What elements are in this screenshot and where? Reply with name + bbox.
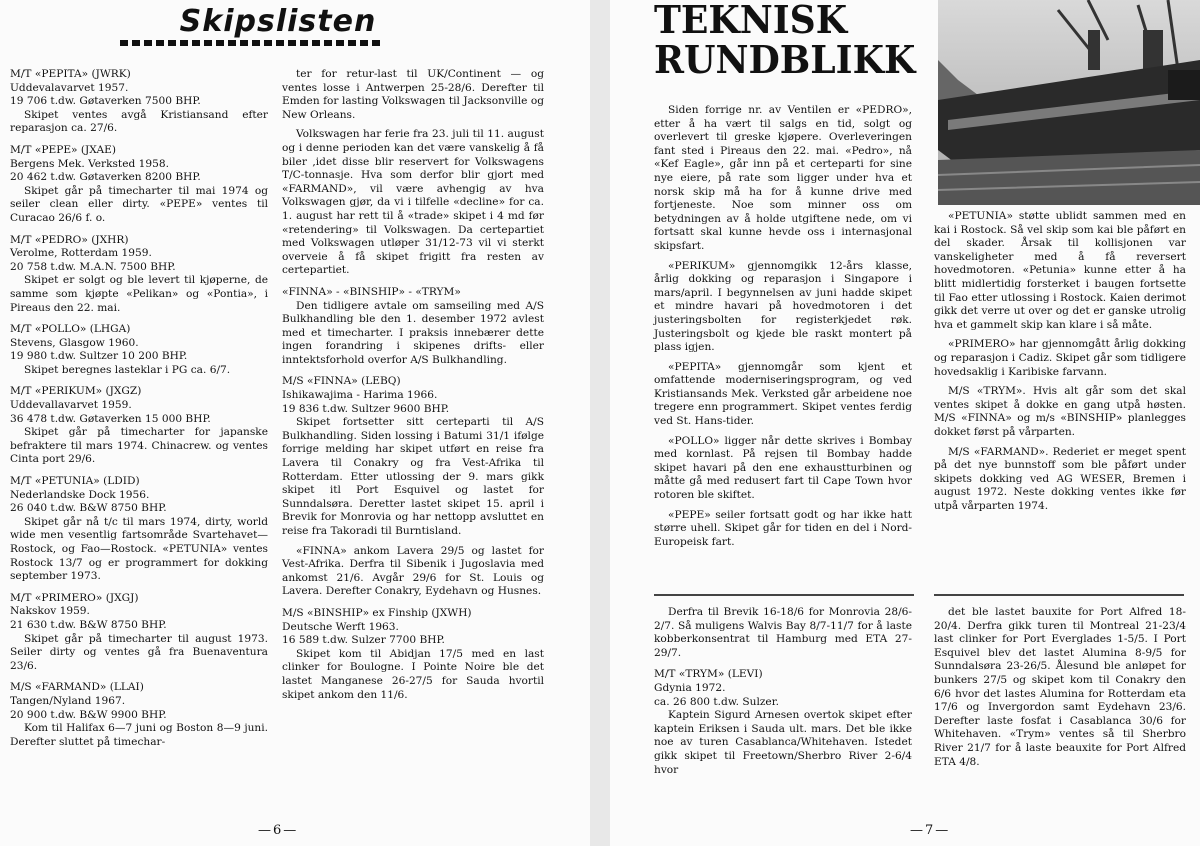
ship-heading-line: Gdynia 1972. — [654, 681, 726, 694]
ship-paragraph: Kom til Halifax 6—7 juni og Boston 8—9 juni. Derefter sluttet på timechar- — [10, 722, 268, 748]
ship-heading-line: 20 758 t.dw. M.A.N. 7500 BHP. — [10, 260, 176, 273]
ship-heading-line: 16 589 t.dw. Sulzer 7700 BHP. — [282, 634, 445, 647]
ship-entry — [10, 68, 268, 136]
ship-heading-line: Tangen/Nyland 1967. — [10, 694, 126, 707]
ship-entry — [10, 592, 268, 674]
ship-entry — [10, 681, 268, 749]
ship-heading-line: M/T «TRYM» (LEVI) — [654, 668, 763, 681]
ship-heading-line: M/T «PRIMERO» (JXGJ) — [10, 591, 139, 604]
article-paragraph: «PEPITA» gjennomgår som kjent et omfattende moderniseringsprogram, og ved Kristiansands Mek. Verksted går arbeidene noe tregere enn programmert. Skipet ventes ferdig ved St. Hans-tider. — [654, 360, 912, 428]
ship-heading-line: M/T «PETUNIA» (LDID) — [10, 475, 140, 488]
ship-heading-line: Uddevalavarvet 1957. — [10, 81, 129, 94]
article-paragraph: «PRIMERO» har gjennomgått årlig dokking og reparasjon i Cadiz. Skipet går som tidligere hovedsaklig i Karibiske farvann. — [934, 338, 1186, 378]
section-divider — [654, 594, 914, 596]
ship-entry — [10, 144, 268, 226]
ship-heading-line: M/S «FARMAND» (LLAI) — [10, 681, 144, 694]
ship-entry — [10, 234, 268, 316]
right-bottom-column-2 — [934, 606, 1186, 775]
ship-heading-line: 19 980 t.dw. Sultzer 10 200 BHP. — [10, 350, 188, 363]
ship-paragraph: Skipet er solgt og ble levert til kjøperne, de samme som kjøpte «Pelikan» og «Pontia», i Pireaus den 22. mai. — [10, 274, 268, 314]
ship-heading-line: Verolme, Rotterdam 1959. — [10, 247, 152, 260]
section-title — [654, 0, 930, 80]
ship-heading-line: 19 706 t.dw. Gøtaverken 7500 BHP. — [10, 95, 201, 108]
article-paragraph: «POLLO» ligger når dette skrives i Bombay med kornlast. På rejsen til Bombay hadde skipet havari på den ene exhaustturbinen og måtte gå med redusert fart til Cape Town hvor rotoren ble skiftet. — [654, 434, 912, 502]
ship-paragraph: Den tidligere avtale om samseiling med A/S Bulkhandling ble den 1. desember 1972 avlest med et timecharter. I praksis innebærer dette ingen forandring i skipenes drifts- eller inntektsforhold overfor A/S Bulkhandling. — [282, 299, 544, 366]
ship-heading-line: M/T «POLLO» (LHGA) — [10, 323, 131, 336]
ship-entry — [282, 375, 544, 599]
ship-paragraph: Skipet fortsetter sitt certeparti til A/S Bulkhandling. Siden lossing i Batumi 31/1 ifølge forrige melding har skipet utført en reise fra Lavera til Conakry og fra Vest-Afrika til Rotterdam. Etter utlossing der 9. mars gikk skipet itl Port Esquivel og lastet for Sunndalsøra. Deretter lastet skipet 15. april i Brevik for Monrovia og har nettopp avsluttet en reise fra Takoradi til Burntisland. — [282, 416, 544, 537]
ship-paragraph: Skipet går på timecharter for japanske befraktere til mars 1974. Chinacrew. og ventes Cinta port 29/6. — [10, 426, 268, 466]
ship-heading-line: M/S «FINNA» (LEBQ) — [282, 375, 401, 388]
ship-paragraph: Derfra til Brevik 16-18/6 for Monrovia 28/6-2/7. Så muligens Walvis Bay 8/7-11/7 for å laste kobberkonsentrat til Hamburg med ETA 27-29/7. — [654, 606, 912, 659]
ship-entry — [654, 606, 912, 660]
ship-paragraph: Skipet går på timecharter til mai 1974 og seiler clean eller dirty. «PEPE» ventes til Curacao 26/6 f. o. — [10, 184, 268, 224]
left-column-1 — [10, 68, 268, 757]
ship-paragraph: Skipet ventes avgå Kristiansand efter reparasjon ca. 27/6. — [10, 108, 268, 135]
ship-paragraph: Skipet går nå t/c til mars 1974, dirty, world wide men vesentlig fartsområde Svartehavet—Rostock, og Fao—Rostock. «PETUNIA» ventes Rostock 13/7 og er programmert for dokking september 1973. — [10, 515, 268, 583]
right-page — [610, 0, 1200, 846]
article-paragraph: det ble lastet bauxite for Port Alfred 18-20/4. Derfra gikk turen til Montreal 21-23/4 last clinker for Port Everglades 1-5/5. I Port Esquivel blev det lastet Alumina 8-9/5 for Sunndalsøra 23-26/5. Ålesund ble anløpet for bunkers 27/5 og skipet kom til Conakry den 6/6 hvor det lastes Alumina for Rotterdam eta 17/6 og Invergordon samt Eydehavn 23/6. Derefter laste fosfat i Casablanca 30/6 for Whitehaven. «Trym» ventes så til Sherbro River 21/7 for å laste beauxite for Port Alfred ETA 4/8. — [934, 606, 1186, 768]
ship-entry — [10, 475, 268, 584]
article-paragraph: Siden forrige nr. av Ventilen er «PEDRO», etter å ha vært til salgs en tid, solgt og overlevert til greske kjøpere. Overleveringen fant sted i Pireaus den 22. mai. «Pedro», nå «Kef Eagle», går inn på et certeparti for sine nye eiere, på rate som ligger under hva et norsk skip må ha for å kunne drive med fortjeneste. Noe som minner oss om betydningen av å holde utgiftene nede, om vi fortsatt skal kunne hevde oss i internasjonal skipsfart. — [654, 104, 912, 252]
ship-heading-line: Nederlandske Dock 1956. — [10, 488, 150, 501]
ship-entry — [282, 286, 544, 368]
ship-paragraph: Kaptein Sigurd Arnesen overtok skipet efter kaptein Eriksen i Sauda ult. mars. Det ble ikke noe av turen Casablanca/Whitehaven. Istedet gikk skipet til Freetown/Sherbro River 2-6/4 hvor — [654, 709, 912, 776]
article-paragraph: M/S «TRYM». Hvis alt går som det skal ventes skipet å dokke en gang utpå høsten. M/S «FINNA» og m/s «BINSHIP» planlegges dokket først på vårparten. — [934, 385, 1186, 438]
ship-entry — [10, 385, 268, 467]
ship-entry — [282, 607, 544, 702]
left-column-2 — [282, 68, 544, 710]
page-title: Skipslisten — [179, 4, 377, 39]
ship-entry — [282, 68, 544, 278]
ship-heading-line: 26 040 t.dw. B&W 8750 BHP. — [10, 502, 167, 515]
ship-heading-line: Ishikawajima - Harima 1966. — [282, 389, 438, 402]
section-divider — [934, 594, 1184, 596]
ship-entry — [10, 323, 268, 377]
ship-photo — [938, 0, 1200, 205]
ship-heading-line: M/S «BINSHIP» ex Finship (JXWH) — [282, 606, 472, 619]
ship-heading-line: 36 478 t.dw. Gøtaverken 15 000 BHP. — [10, 412, 211, 425]
ship-heading-line: 21 630 t.dw. B&W 8750 BHP. — [10, 618, 167, 631]
page-number: —7— — [910, 823, 951, 838]
title-ornament — [120, 40, 380, 46]
right-column-2 — [934, 210, 1186, 519]
ship-heading-line: Stevens, Glasgow 1960. — [10, 336, 139, 349]
ship-heading-line: Uddevallavarvet 1959. — [10, 399, 132, 412]
ship-heading-line: Bergens Mek. Verksted 1958. — [10, 157, 169, 170]
section-title-line-2: RUNDBLIKK — [654, 37, 916, 82]
article-paragraph: M/S «FARMAND». Rederiet er meget spent på det nye bunnstoff som ble påført under skipets dokking ved AG WESER, Bremen i august 1972. Neste dokking ventes ikke før utpå vårparten 1974. — [934, 445, 1186, 512]
ship-heading-line: M/T «PEPITA» (JWRK) — [10, 68, 131, 80]
ship-heading-line: 19 836 t.dw. Sultzer 9600 BHP. — [282, 402, 450, 415]
ship-entry — [654, 668, 912, 777]
ship-heading-line: Deutsche Werft 1963. — [282, 620, 399, 633]
ship-heading-line: «FINNA» - «BINSHIP» - «TRYM» — [282, 285, 461, 298]
left-page — [0, 0, 590, 846]
ship-heading-line: M/T «PERIKUM» (JXGZ) — [10, 385, 142, 398]
ship-heading-line: 20 900 t.dw. B&W 9900 BHP. — [10, 708, 167, 721]
page-number: —6— — [258, 823, 299, 838]
ship-heading-line: M/T «PEDRO» (JXHR) — [10, 233, 129, 246]
ship-heading-line: ca. 26 800 t.dw. Sulzer. — [654, 695, 779, 708]
ship-heading-line: Nakskov 1959. — [10, 605, 90, 618]
ship-heading-line: 20 462 t.dw. Gøtaverken 8200 BHP. — [10, 171, 201, 184]
section-title-line-1: TEKNISK — [654, 0, 848, 42]
right-bottom-column-1 — [654, 606, 912, 785]
ship-paragraph: Skipet går på timecharter til august 1973. Seiler dirty og ventes gå fra Buenaventura 23/6. — [10, 632, 268, 672]
article-paragraph: «PERIKUM» gjennomgikk 12-års klasse, årlig dokking og reparasjon i Singapore i mars/april. I begynnelsen av juni hadde skipet et mindre havari på hovedmotoren i det justeringsbolten for registerkjedet røk. Justeringsbolt og kjede ble raskt montert på plass igjen. — [654, 259, 912, 354]
ship-paragraph: «FINNA» ankom Lavera 29/5 og lastet for Vest-Afrika. Derfra til Sibenik i Jugoslavia med ankomst 21/6. Avgår 29/6 for St. Louis og Lavera. Derefter Conakry, Eydehavn og Husnes. — [282, 544, 544, 598]
article-paragraph: «PEPE» seiler fortsatt godt og har ikke hatt større uhell. Skipet går for tiden en del i Nord-Europeisk fart. — [654, 508, 912, 548]
ship-heading-line: M/T «PEPE» (JXAE) — [10, 143, 116, 156]
article-paragraph: «PETUNIA» støtte ublidt sammen med en kai i Rostock. Så vel skip som kai ble påført en del skader. Årsak til kollisjonen var vanskeligheter med å få reversert hovedmotoren. «Petunia» kunne etter å ha blitt midlertidig forsterket i baugen fortsette til Fao etter utlossing i Rostock. Kaien derimot gikk det verre ut over og det er ganske utrolig hva et gammelt skip kan klare i så måte. — [934, 210, 1186, 331]
right-column-1 — [654, 104, 912, 555]
ship-paragraph: Volkswagen har ferie fra 23. juli til 11. august og i denne perioden kan det være vanskelig å få biler ,idet disse blir reservert for Volkswagens T/C-tonnasje. Hva som derfor blir gjort med «FARMAND», vil være avhengig av hva Volkswagen gjør, da vi i tilfelle «decline» for ca. 1. august har rett til å «trade» skipet i 4 md før «retendering» til Volkswagen. Da certepartiet med Volkswagen utløper 31/12-73 vil vi sterkt overveie å få skipet frigitt fra resten av certepartiet. — [282, 128, 544, 277]
ship-paragraph: Skipet beregnes lasteklar i PG ca. 6/7. — [24, 363, 231, 376]
spine-gutter — [590, 0, 610, 846]
ship-paragraph: ter for retur-last til UK/Continent — og ventes losse i Antwerpen 25-28/6. Derefter til Emden for lasting Volkswagen til Jacksonville og New Orleans. — [282, 68, 544, 121]
ship-paragraph: Skipet kom til Abidjan 17/5 med en last clinker for Boulogne. I Pointe Noire ble det lastet Manganese 26-27/5 for Sauda hvortil skipet ankom den 11/6. — [282, 647, 544, 701]
